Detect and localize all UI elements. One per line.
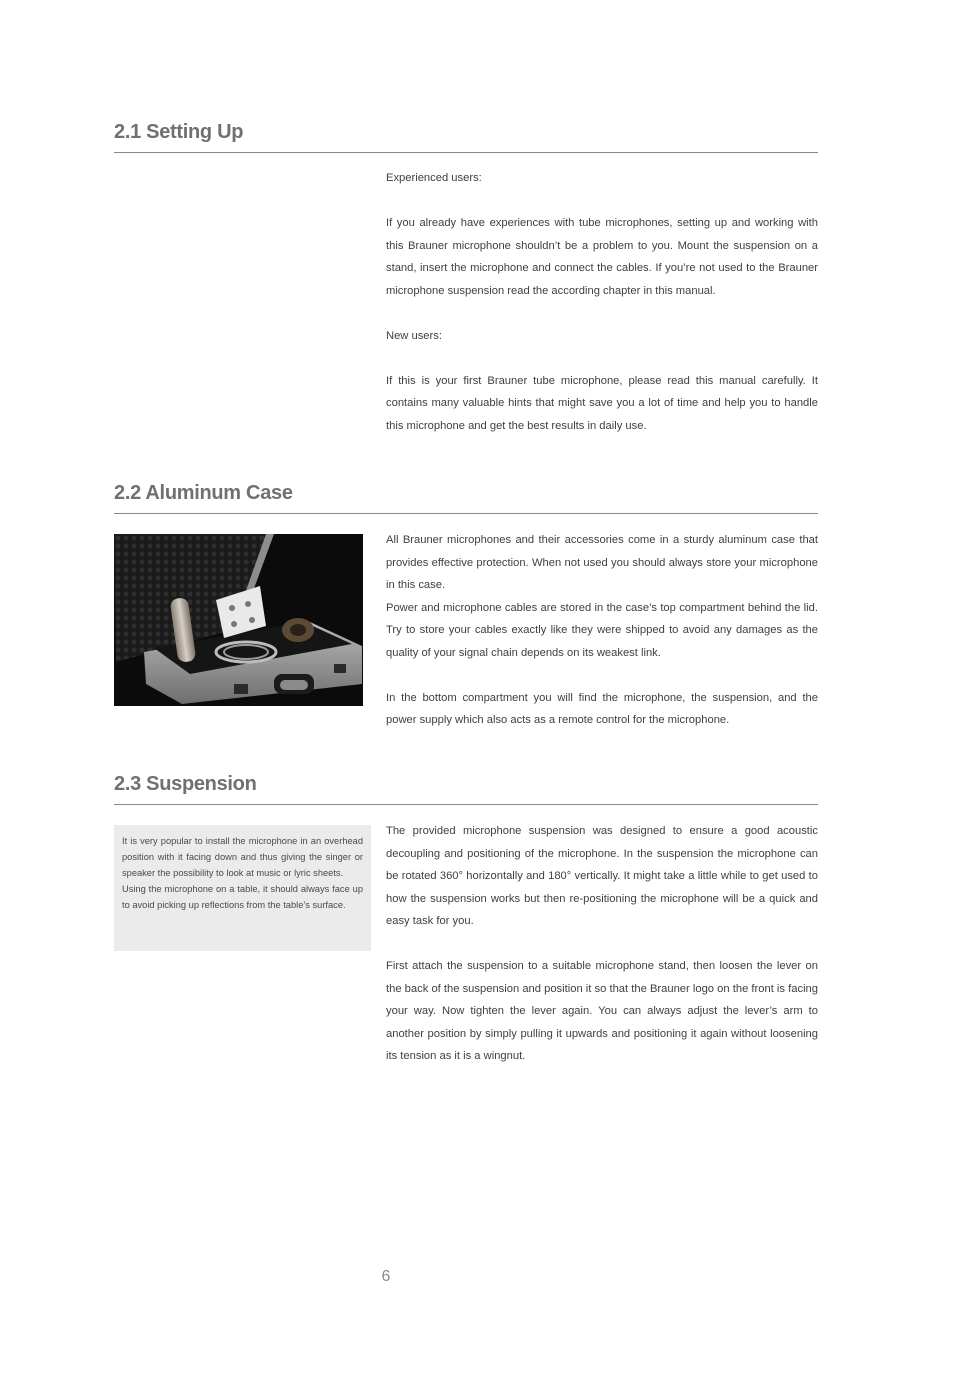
suspension-tip-box <box>114 825 371 951</box>
page-number: 6 <box>381 1268 391 1285</box>
paragraph-suspension-setup: First attach the suspension to a suitable microphone stand, then loosen the lever on the back of the suspension and position it so that the Brauner logo on the front is facing your way. Now tighten the lever again. You can always adjust the lever’s arm to another position by simply pulling it upwards and positioning it again without loosening its tension as it is a wingnut. <box>386 960 818 1062</box>
suspension-body <box>386 820 818 1068</box>
aluminum-case-body <box>386 529 818 732</box>
paragraph-suspension-design: The provided microphone suspension was designed to ensure a good acoustic decoupling and positioning of the microphone. In the suspension the microphone can be rotated 360° horizontally and 180° vertically. It might take a little while to get used to how the suspension works but then re-positioning the microphone will be a quick and easy task for you. <box>386 825 818 927</box>
paragraph-new-users-label: New users: <box>386 329 442 342</box>
section-heading-aluminum-case: 2.2 Aluminum Case <box>114 482 818 514</box>
aluminum-case-illustration <box>114 534 363 706</box>
tip-table-use: Using the microphone on a table, it should always face up to avoid picking up reflections from the table’s surface. <box>122 884 363 910</box>
paragraph-bottom-compartment: In the bottom compartment you will find the microphone, the suspension, and the power supply which also acts as a remote control for the microphone. <box>386 691 818 726</box>
paragraph-experienced-users: If you already have experiences with tube microphones, setting up and working with this Brauner microphone shouldn’t be a problem to you. Mount the suspension on a stand, insert the microphone and connect the cables. If you’re not used to the Brauner microphone suspension read the according chapter in this manual. <box>386 217 818 297</box>
paragraph-experienced-users-label: Experienced users: <box>386 172 482 184</box>
tip-overhead-position: It is very popular to install the microphone in an overhead position with it facing down and thus giving the singer or speaker the possibility to look at music or lyric sheets. <box>122 836 363 878</box>
paragraph-cable-storage: Power and microphone cables are stored in the case’s top compartment behind the lid. Try to store your cables exactly like they were shipped to avoid any damages as the quality of your signal chain depends on its weakest link. <box>386 601 818 659</box>
aluminum-case-photo <box>114 534 363 706</box>
section-heading-suspension: 2.3 Suspension <box>114 773 818 805</box>
setting-up-body <box>386 167 818 437</box>
paragraph-case-protection: All Brauner microphones and their accessories come in a sturdy aluminum case that provides effective protection. When not used you should always store your microphone in this case. <box>386 534 818 591</box>
paragraph-new-users: If this is your first Brauner tube microphone, please read this manual carefully. It contains many valuable hints that might save you a lot of time and help you to handle this microphone and get the best results in daily use. <box>386 374 818 432</box>
section-heading-setting-up: 2.1 Setting Up <box>114 121 818 153</box>
